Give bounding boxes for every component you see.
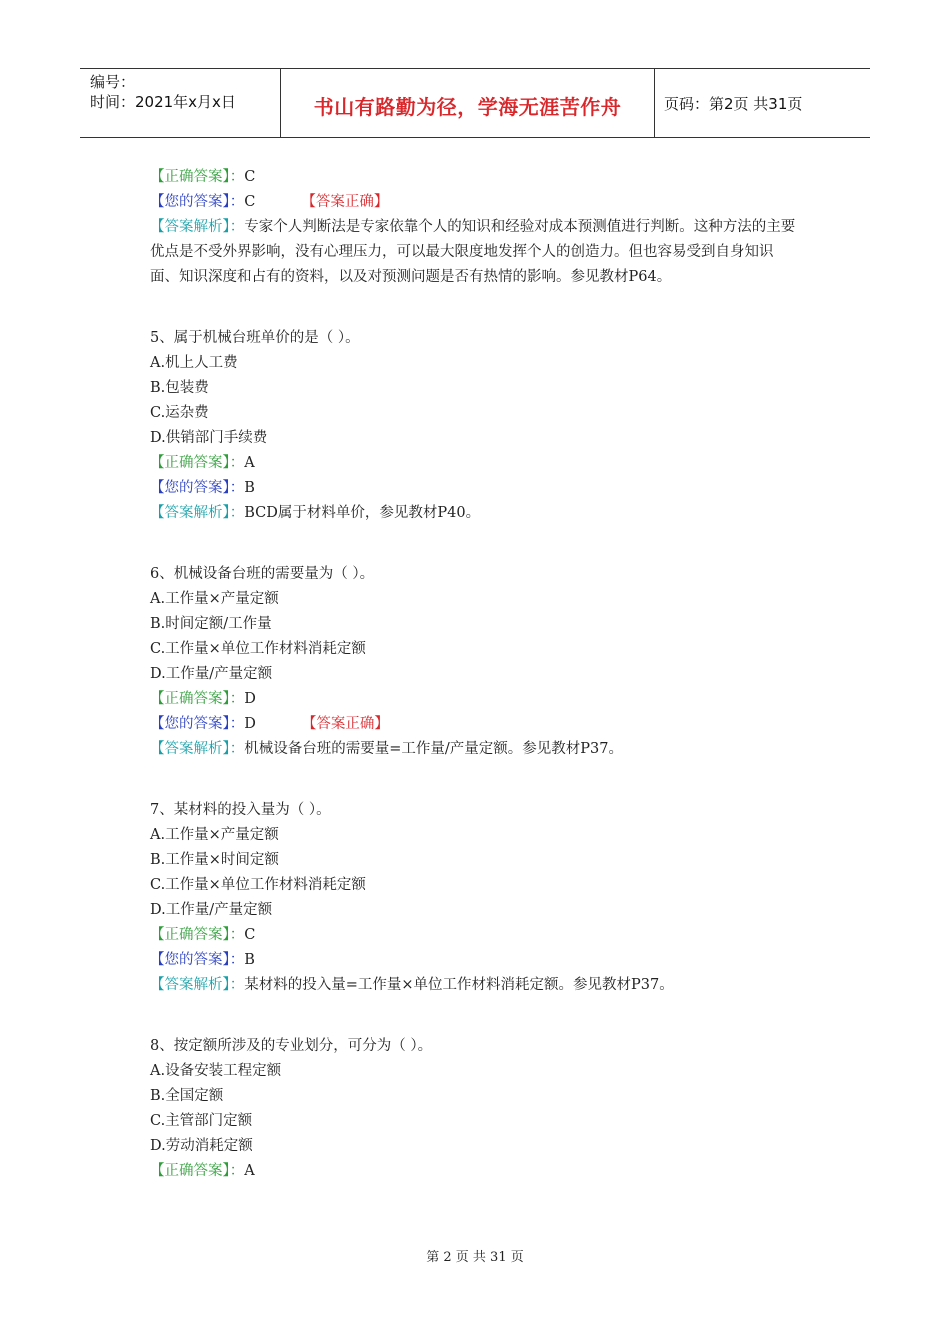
document-body xyxy=(150,165,800,1184)
question-text: 5、属于机械台班单价的是（ ）。 xyxy=(150,330,360,346)
option-b: B.包装费 xyxy=(150,380,209,396)
header-page-number: 页码：第2页 共31页 xyxy=(664,95,803,113)
correct-answer-line xyxy=(150,687,800,712)
option-a: A.工作量×产量定额 xyxy=(150,827,279,843)
correct-answer-value: D xyxy=(244,691,256,707)
correct-answer-tag: 【正确答案】： xyxy=(150,455,245,471)
question-text: 6、机械设备台班的需要量为（ ）。 xyxy=(150,566,375,582)
answer-analysis xyxy=(150,737,800,762)
answer-analysis xyxy=(150,973,800,998)
correct-answer-line xyxy=(150,165,800,190)
correct-answer-tag: 【正确答案】： xyxy=(150,691,245,707)
option-b: B.工作量×时间定额 xyxy=(150,852,279,868)
analysis-text: 机械设备台班的需要量=工作量/产量定额。参见教材P37。 xyxy=(244,741,623,757)
analysis-tag: 【答案解析】： xyxy=(150,505,245,521)
header-motto-cell xyxy=(280,69,655,137)
option-d: D.劳动消耗定额 xyxy=(150,1138,253,1154)
correct-answer-value: C xyxy=(244,169,256,185)
your-answer-tag: 【您的答案】： xyxy=(150,194,245,210)
option-c: C.运杂费 xyxy=(150,405,209,421)
option-a: A.工作量×产量定额 xyxy=(150,591,279,607)
question-6-block xyxy=(150,562,800,762)
option-b: B.时间定额/工作量 xyxy=(150,616,272,632)
header-page-cell xyxy=(654,69,870,137)
your-answer-value: C xyxy=(244,194,256,210)
your-answer-line xyxy=(150,712,800,737)
correct-answer-value: A xyxy=(244,455,255,471)
your-answer-value: B xyxy=(244,952,255,968)
correct-answer-tag: 【正确答案】： xyxy=(150,169,245,185)
question-text: 8、按定额所涉及的专业划分，可分为（ ）。 xyxy=(150,1038,433,1054)
your-answer-line xyxy=(150,476,800,501)
page-footer: 第 2 页 共 31 页 xyxy=(426,1250,524,1265)
correct-answer-value: C xyxy=(244,927,256,943)
question-8-block xyxy=(150,1034,800,1184)
correct-answer-tag: 【正确答案】： xyxy=(150,927,245,943)
correct-answer-value: A xyxy=(244,1163,255,1179)
correct-answer-line xyxy=(150,923,800,948)
answer-analysis xyxy=(150,501,800,526)
option-a: A.设备安装工程定额 xyxy=(150,1063,282,1079)
your-answer-value: B xyxy=(244,480,255,496)
option-c: C.工作量×单位工作材料消耗定额 xyxy=(150,877,366,893)
question-5-block xyxy=(150,326,800,526)
answer-analysis xyxy=(150,215,800,290)
your-answer-tag: 【您的答案】： xyxy=(150,480,245,496)
document-date-label: 时间：2021年x月x日 xyxy=(90,93,236,111)
option-c: C.主管部门定额 xyxy=(150,1113,253,1129)
analysis-tag: 【答案解析】： xyxy=(150,741,245,757)
correct-answer-tag: 【正确答案】： xyxy=(150,1163,245,1179)
your-answer-tag: 【您的答案】： xyxy=(150,716,245,732)
option-d: D.供销部门手续费 xyxy=(150,430,268,446)
answer-correct-badge: 【答案正确】 xyxy=(301,194,389,210)
your-answer-value: D xyxy=(244,716,256,732)
document-number-label: 编号： xyxy=(90,73,136,91)
question-7-block xyxy=(150,798,800,998)
question-4-block xyxy=(150,165,800,290)
option-b: B.全国定额 xyxy=(150,1088,224,1104)
analysis-tag: 【答案解析】： xyxy=(150,977,245,993)
your-answer-tag: 【您的答案】： xyxy=(150,952,245,968)
option-c: C.工作量×单位工作材料消耗定额 xyxy=(150,641,366,657)
analysis-tag: 【答案解析】： xyxy=(150,219,245,235)
option-d: D.工作量/产量定额 xyxy=(150,902,273,918)
correct-answer-line xyxy=(150,1159,800,1184)
analysis-text: 某材料的投入量=工作量×单位工作材料消耗定额。参见教材P37。 xyxy=(244,977,674,993)
your-answer-line xyxy=(150,190,800,215)
answer-correct-badge: 【答案正确】 xyxy=(301,716,389,732)
analysis-text: BCD属于材料单价，参见教材P40。 xyxy=(244,505,481,521)
header-meta xyxy=(80,69,280,137)
header-motto: 书山有路勤为径，学海无涯苦作舟 xyxy=(313,95,622,119)
question-text: 7、某材料的投入量为（ ）。 xyxy=(150,802,331,818)
correct-answer-line xyxy=(150,451,800,476)
page-header xyxy=(80,68,870,138)
option-a: A.机上人工费 xyxy=(150,355,238,371)
analysis-text: 专家个人判断法是专家依靠个人的知识和经验对成本预测值进行判断。这种方法的主要优点是不受外界影响，没有心理压力，可以最大限度地发挥个人的创造力。但也容易受到自身知识面、知识深度和占有的资料，以及对预测问题是否有热情的影响。参见教材P64。 xyxy=(150,219,796,285)
your-answer-line xyxy=(150,948,800,973)
option-d: D.工作量/产量定额 xyxy=(150,666,273,682)
